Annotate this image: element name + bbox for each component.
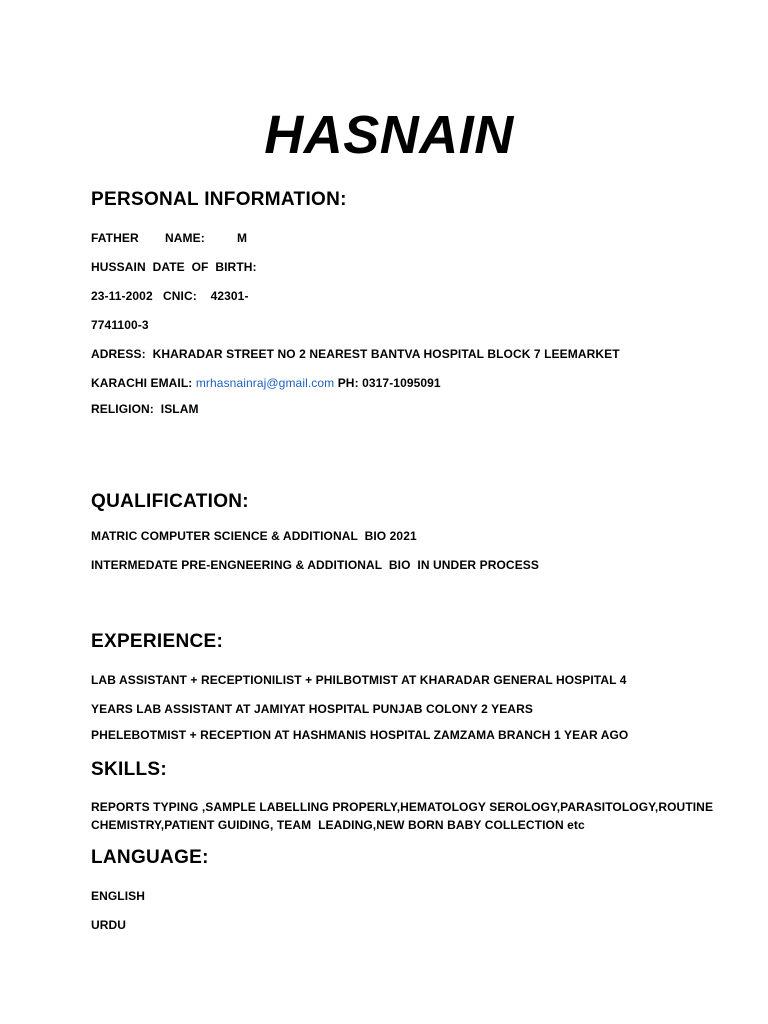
skills-line: REPORTS TYPING ,SAMPLE LABELLING PROPERLY,HEMATOLOGY SEROLOGY,PARASITOLOGY,ROUTINE	[91, 800, 714, 814]
email-phone-line	[91, 376, 441, 390]
candidate-name: HASNAIN	[264, 105, 514, 165]
experience-line: LAB ASSISTANT + RECEPTIONILIST + PHILBOTMIST AT KHARADAR GENERAL HOSPITAL 4	[91, 673, 627, 687]
skills-line: CHEMISTRY,PATIENT GUIDING, TEAM LEADING,NEW BORN BABY COLLECTION etc	[91, 818, 585, 832]
cnic-continued-line: 7741100-3	[91, 318, 149, 332]
personal-info-heading: PERSONAL INFORMATION:	[91, 189, 347, 210]
qualification-item: INTERMEDATE PRE-ENGNEERING & ADDITIONAL BIO IN UNDER PROCESS	[91, 558, 540, 572]
email-link[interactable]: mrhasnainraj@gmail.com	[195, 376, 335, 390]
dob-cnic-line: 23-11-2002 CNIC: 42301-	[91, 289, 249, 303]
father-label: FATHER	[91, 231, 139, 245]
language-item: URDU	[91, 918, 127, 932]
qualification-heading: QUALIFICATION:	[91, 491, 249, 512]
experience-heading: EXPERIENCE:	[91, 631, 224, 652]
name-label: NAME:	[165, 231, 205, 245]
father-name-line	[91, 231, 247, 245]
address-city-email-label: KARACHI EMAIL:	[91, 376, 196, 390]
language-item: ENGLISH	[91, 889, 146, 903]
religion-line: RELIGION: ISLAM	[91, 402, 199, 416]
experience-line: YEARS LAB ASSISTANT AT JAMIYAT HOSPITAL PUNJAB COLONY 2 YEARS	[91, 702, 533, 716]
language-heading: LANGUAGE:	[91, 847, 209, 868]
father-surname-dob-line: HUSSAIN DATE OF BIRTH:	[91, 260, 257, 274]
phone-text: PH: 0317-1095091	[334, 376, 441, 390]
address-line: ADRESS: KHARADAR STREET NO 2 NEAREST BANTVA HOSPITAL BLOCK 7 LEEMARKET	[91, 347, 620, 361]
skills-heading: SKILLS:	[91, 759, 167, 780]
father-initial: M	[237, 231, 248, 245]
qualification-item: MATRIC COMPUTER SCIENCE & ADDITIONAL BIO 2021	[91, 529, 417, 543]
experience-line: PHELEBOTMIST + RECEPTION AT HASHMANIS HOSPITAL ZAMZAMA BRANCH 1 YEAR AGO	[91, 728, 629, 742]
